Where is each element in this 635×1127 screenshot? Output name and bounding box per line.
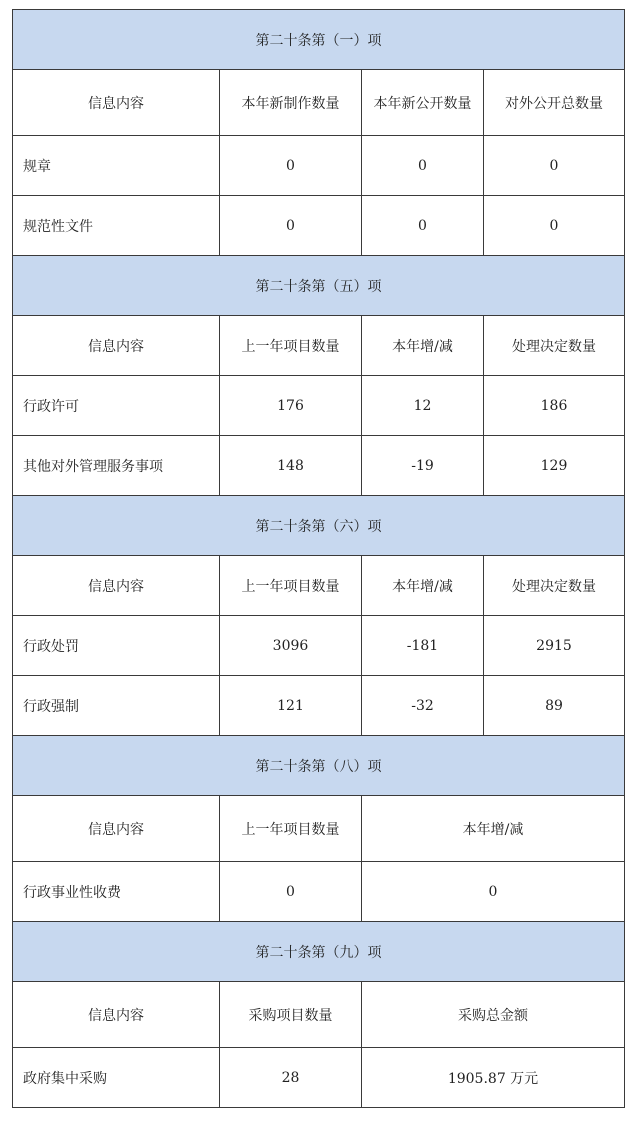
column-header-row <box>13 796 625 862</box>
table-cell: 121 <box>220 676 362 736</box>
table-cell: 0 <box>220 136 362 196</box>
table-cell: 0 <box>484 196 625 256</box>
row-label: 行政处罚 <box>13 616 220 676</box>
table-row <box>13 862 625 922</box>
disclosure-table <box>12 9 625 1108</box>
table-row <box>13 376 625 436</box>
table-cell: 89 <box>484 676 625 736</box>
section-header-row <box>13 736 625 796</box>
row-label: 行政事业性收费 <box>13 862 220 922</box>
row-label: 行政强制 <box>13 676 220 736</box>
column-header: 信息内容 <box>13 796 220 862</box>
table-cell: 28 <box>220 1048 362 1108</box>
table-cell: -19 <box>362 436 484 496</box>
column-header: 信息内容 <box>13 982 220 1048</box>
row-label: 规章 <box>13 136 220 196</box>
column-header: 本年增/减 <box>362 556 484 616</box>
row-label: 政府集中采购 <box>13 1048 220 1108</box>
table-row <box>13 676 625 736</box>
section-header-row <box>13 10 625 70</box>
table-cell: 148 <box>220 436 362 496</box>
table-cell: 176 <box>220 376 362 436</box>
column-header: 本年增/减 <box>362 796 625 862</box>
section-title: 第二十条第（八）项 <box>13 736 625 796</box>
section-title: 第二十条第（五）项 <box>13 256 625 316</box>
table-cell: 0 <box>362 136 484 196</box>
section-title: 第二十条第（六）项 <box>13 496 625 556</box>
table-cell: 0 <box>362 862 625 922</box>
column-header: 采购项目数量 <box>220 982 362 1048</box>
table-cell: -32 <box>362 676 484 736</box>
row-label: 其他对外管理服务事项 <box>13 436 220 496</box>
column-header: 信息内容 <box>13 70 220 136</box>
column-header: 本年新制作数量 <box>220 70 362 136</box>
column-header: 本年增/减 <box>362 316 484 376</box>
section-title: 第二十条第（一）项 <box>13 10 625 70</box>
section-header-row <box>13 256 625 316</box>
column-header: 处理决定数量 <box>484 556 625 616</box>
column-header: 对外公开总数量 <box>484 70 625 136</box>
column-header: 本年新公开数量 <box>362 70 484 136</box>
table-cell: 0 <box>220 862 362 922</box>
column-header: 上一年项目数量 <box>220 556 362 616</box>
section-title: 第二十条第（九）项 <box>13 922 625 982</box>
row-label: 行政许可 <box>13 376 220 436</box>
table-cell: 0 <box>484 136 625 196</box>
column-header: 处理决定数量 <box>484 316 625 376</box>
column-header-row <box>13 556 625 616</box>
table-row <box>13 1048 625 1108</box>
column-header: 采购总金额 <box>362 982 625 1048</box>
table-cell: -181 <box>362 616 484 676</box>
column-header: 上一年项目数量 <box>220 796 362 862</box>
column-header-row <box>13 70 625 136</box>
table-cell: 12 <box>362 376 484 436</box>
table-cell: 2915 <box>484 616 625 676</box>
table-cell: 3096 <box>220 616 362 676</box>
column-header-row <box>13 982 625 1048</box>
row-label: 规范性文件 <box>13 196 220 256</box>
table-cell: 186 <box>484 376 625 436</box>
table-cell: 129 <box>484 436 625 496</box>
table-row <box>13 136 625 196</box>
column-header: 信息内容 <box>13 556 220 616</box>
table-cell: 0 <box>220 196 362 256</box>
table-cell: 1905.87 万元 <box>362 1048 625 1108</box>
table-row <box>13 196 625 256</box>
column-header: 上一年项目数量 <box>220 316 362 376</box>
column-header: 信息内容 <box>13 316 220 376</box>
table-row <box>13 436 625 496</box>
section-header-row <box>13 922 625 982</box>
column-header-row <box>13 316 625 376</box>
table-row <box>13 616 625 676</box>
table-cell: 0 <box>362 196 484 256</box>
section-header-row <box>13 496 625 556</box>
